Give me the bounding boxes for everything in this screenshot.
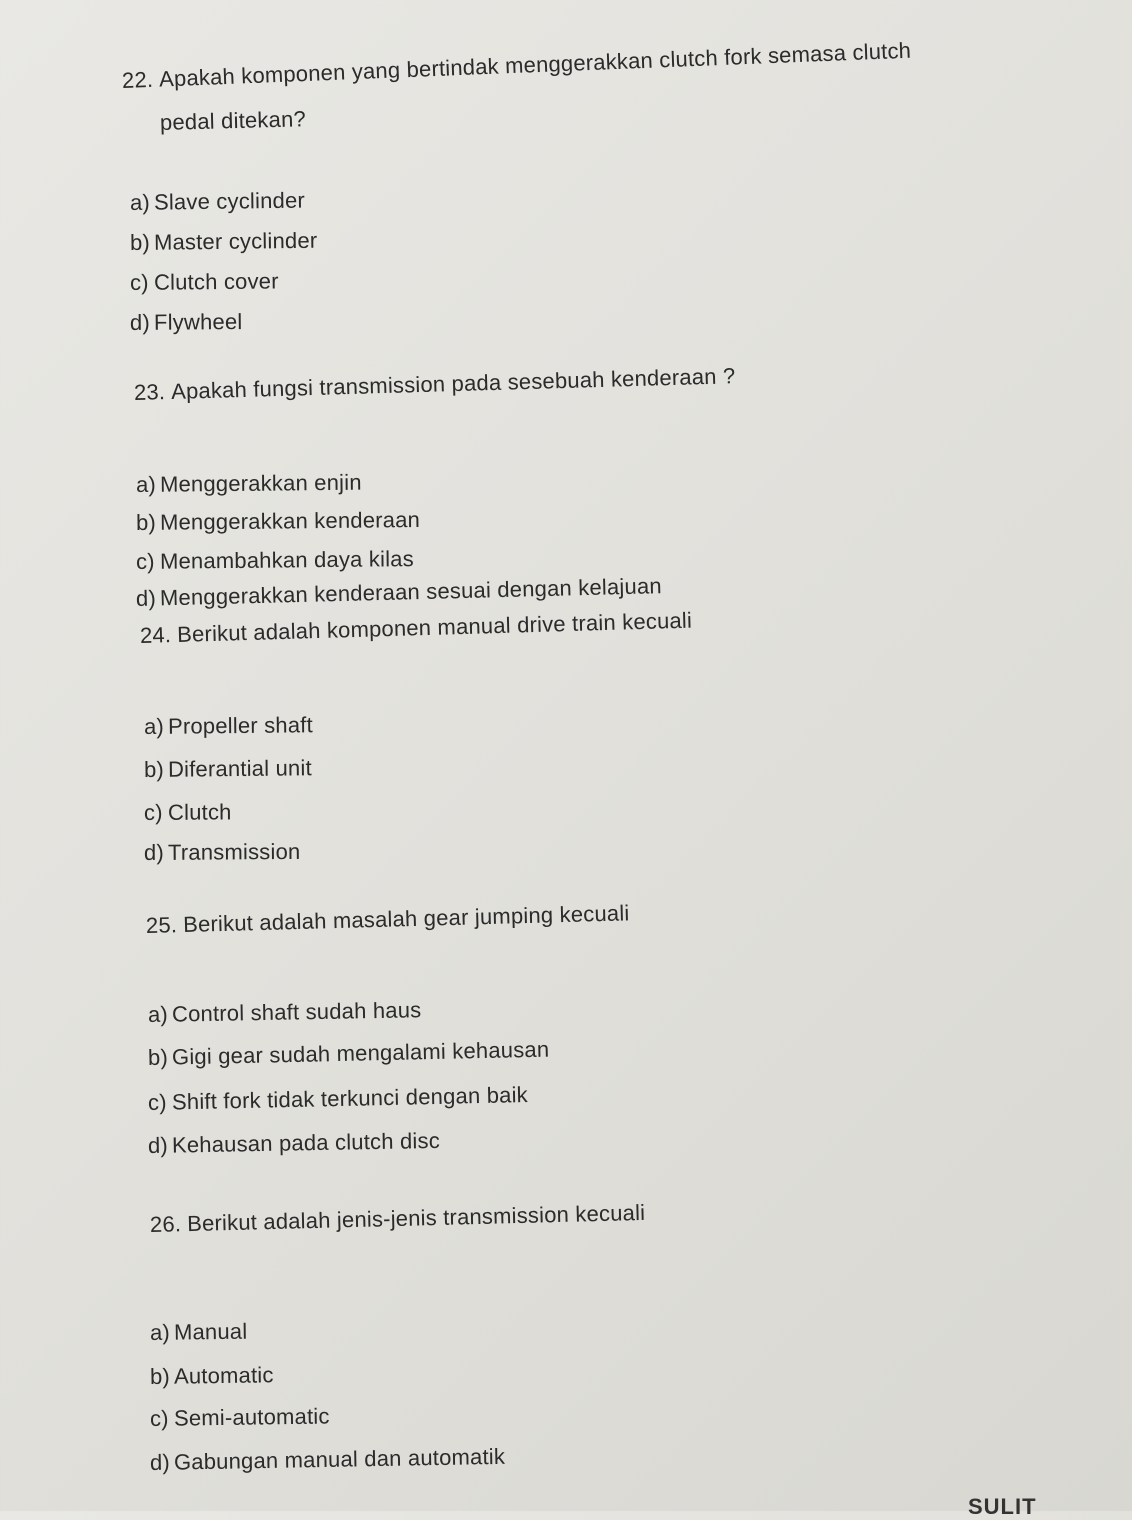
question-22-option-a: a) Slave cyclinder [129, 187, 306, 215]
question-24-option-d: d) Transmission [143, 838, 301, 865]
question-23-option-d: d) Menggerakkan kenderaan sesuai dengan kelajuan [135, 573, 663, 611]
question-24-option-b: b) Diferantial unit [143, 755, 312, 782]
question-25-option-d: d) Kehausan pada clutch disc [147, 1127, 441, 1158]
question-25-option-c: c) Shift fork tidak terkunci dengan baik [147, 1082, 529, 1115]
question-26-option-b: b) Automatic [149, 1362, 274, 1389]
question-23-option-a: a) Menggerakkan enjin [135, 469, 362, 497]
question-25-stem: 25. Berikut adalah masalah gear jumping kecuali [145, 900, 630, 938]
question-25-option-a: a) Control shaft sudah haus [147, 997, 422, 1027]
question-22-stem: 22. Apakah komponen yang bertindak menggerakkan clutch fork semasa clutch [121, 37, 912, 93]
question-26-option-a: a) Manual [149, 1318, 248, 1345]
footer-classification: SULIT [968, 1494, 1037, 1519]
question-23-option-b: b) Menggerakkan kenderaan [135, 507, 421, 535]
question-22-option-b: b) Master cyclinder [129, 227, 318, 255]
question-23-stem: 23. Apakah fungsi transmission pada sesebuah kenderaan ? [133, 363, 736, 405]
question-22-stem-cont: pedal ditekan? [159, 106, 307, 135]
question-22-option-c: c) Clutch cover [129, 268, 279, 295]
question-22-option-d: d) Flywheel [129, 309, 243, 335]
question-24-stem: 24. Berikut adalah komponen manual drive train kecuali [139, 607, 693, 648]
question-26-option-d: d) Gabungan manual dan automatik [149, 1443, 506, 1475]
question-25-option-b: b) Gigi gear sudah mengalami kehausan [147, 1036, 550, 1070]
question-23-option-c: c) Menambahkan daya kilas [135, 546, 415, 574]
question-24-option-c: c) Clutch [143, 799, 232, 825]
question-24-option-a: a) Propeller shaft [143, 712, 313, 739]
question-26-stem: 26. Berikut adalah jenis-jenis transmission kecuali [149, 1199, 646, 1237]
question-26-option-c: c) Semi-automatic [149, 1403, 330, 1431]
